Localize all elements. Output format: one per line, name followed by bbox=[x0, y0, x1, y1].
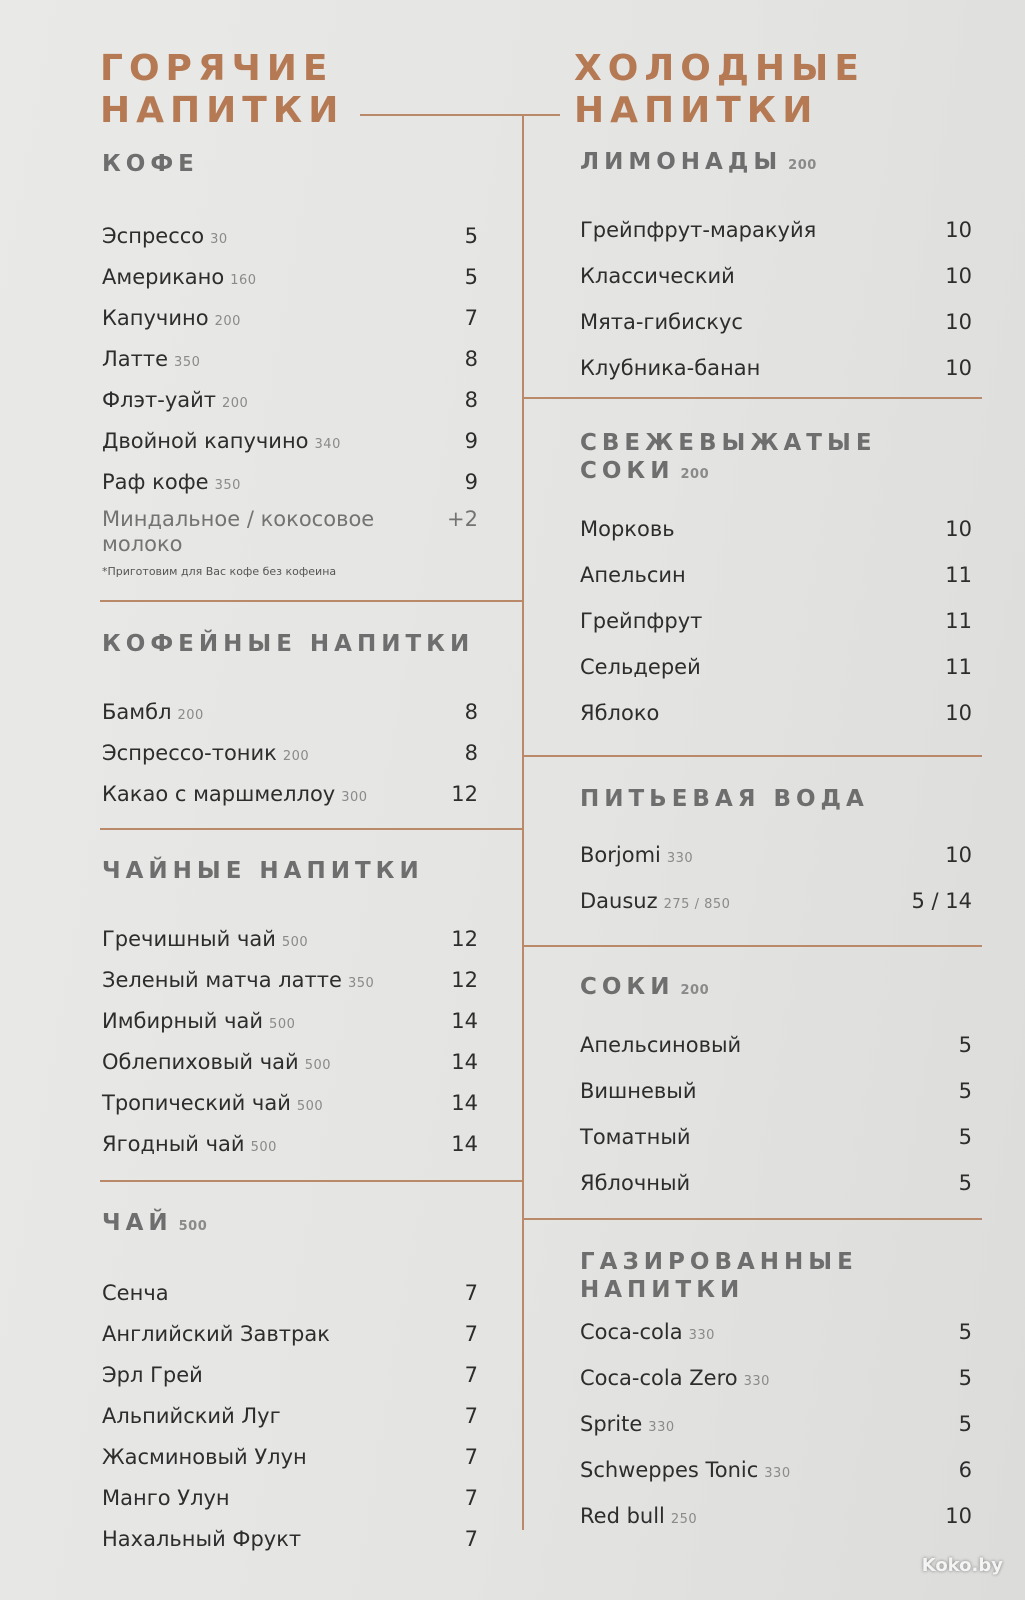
menu-item bbox=[580, 1022, 972, 1068]
item-price: 14 bbox=[451, 1009, 478, 1033]
item-name: Грейпфрут-маракуйя bbox=[580, 218, 817, 242]
item-price: 8 bbox=[464, 347, 478, 371]
item-volume: 160 bbox=[230, 273, 257, 288]
hot-title-line2: НАПИТКИ bbox=[100, 90, 345, 131]
section-title-tea-drinks: ЧАЙНЫЕ НАПИТКИ bbox=[102, 858, 424, 884]
item-name: Сенча bbox=[102, 1281, 169, 1305]
menu-item bbox=[580, 506, 972, 552]
item-volume: 330 bbox=[743, 1374, 770, 1389]
item-name: Двойной капучино bbox=[102, 429, 309, 453]
menu-item bbox=[580, 1493, 972, 1539]
divider-fresh bbox=[522, 755, 982, 757]
item-volume: 330 bbox=[764, 1466, 791, 1481]
item-name: Зеленый матча латте bbox=[102, 968, 342, 992]
menu-item bbox=[102, 1001, 478, 1042]
item-volume: 350 bbox=[347, 976, 375, 991]
divider-juices bbox=[522, 1218, 982, 1220]
item-price: 5 bbox=[958, 1366, 972, 1390]
section-fresh-juices bbox=[580, 429, 972, 736]
item-name: Sprite bbox=[580, 1412, 643, 1436]
section-title-juices-text: СОКИ bbox=[580, 974, 675, 1000]
section-lemonades bbox=[580, 148, 972, 391]
item-price: 8 bbox=[464, 388, 478, 412]
item-price: +2 bbox=[447, 507, 478, 531]
item-name: Coca-cola Zero bbox=[580, 1366, 738, 1390]
section-juices bbox=[580, 973, 972, 1206]
item-price: 10 bbox=[945, 310, 972, 334]
menu-item bbox=[102, 1396, 478, 1437]
item-volume: 340 bbox=[314, 437, 341, 452]
menu-item bbox=[102, 1042, 478, 1083]
item-name: Раф кофе bbox=[102, 470, 209, 494]
item-volume: 330 bbox=[648, 1420, 675, 1435]
item-volume: 250 bbox=[670, 1512, 698, 1527]
menu-item bbox=[102, 919, 478, 960]
item-volume: 500 bbox=[304, 1058, 332, 1073]
item-volume: 275 / 850 bbox=[663, 897, 731, 912]
item-name: Флэт-уайт bbox=[102, 388, 217, 412]
menu-item bbox=[102, 216, 478, 257]
cold-drinks-title bbox=[574, 48, 865, 132]
item-name: Ягодный чай bbox=[102, 1132, 245, 1156]
item-name: Морковь bbox=[580, 517, 675, 541]
item-name: Schweppes Tonic bbox=[580, 1458, 759, 1482]
section-title-tea-text: ЧАЙ bbox=[102, 1210, 173, 1236]
item-volume: 330 bbox=[688, 1328, 715, 1343]
item-price: 7 bbox=[464, 1322, 478, 1346]
section-water bbox=[580, 785, 972, 924]
item-price: 7 bbox=[464, 1404, 478, 1428]
item-price: 5 bbox=[958, 1171, 972, 1195]
item-name: Coca-cola bbox=[580, 1320, 683, 1344]
menu-item bbox=[580, 690, 972, 736]
section-volume: 200 bbox=[788, 158, 817, 173]
section-volume: 200 bbox=[680, 467, 710, 482]
item-price: 10 bbox=[945, 843, 972, 867]
menu-item bbox=[102, 692, 478, 733]
section-title-fresh-line2 bbox=[580, 457, 972, 489]
item-volume: 200 bbox=[282, 749, 310, 764]
hot-title-line1: ГОРЯЧИЕ bbox=[100, 48, 334, 89]
menu-item bbox=[102, 421, 478, 462]
item-volume: 330 bbox=[666, 851, 694, 866]
item-name: Гречишный чай bbox=[102, 927, 276, 951]
item-volume: 200 bbox=[222, 396, 249, 411]
menu-item bbox=[580, 1401, 972, 1447]
item-price: 7 bbox=[464, 1281, 478, 1305]
menu-item bbox=[580, 207, 972, 253]
item-price: 9 bbox=[464, 429, 478, 453]
item-name: Эспрессо-тоник bbox=[102, 741, 277, 765]
cold-title-line1: ХОЛОДНЫЕ bbox=[574, 48, 865, 89]
item-price: 14 bbox=[451, 1050, 478, 1074]
item-price: 7 bbox=[464, 1445, 478, 1469]
item-price: 5 bbox=[958, 1033, 972, 1057]
divider-water bbox=[522, 945, 982, 947]
menu-item bbox=[580, 253, 972, 299]
item-price: 7 bbox=[464, 1527, 478, 1551]
item-volume: 500 bbox=[281, 935, 309, 950]
section-tea bbox=[102, 1209, 478, 1560]
menu-item bbox=[580, 299, 972, 345]
section-title-juices bbox=[580, 973, 972, 1005]
menu-item bbox=[580, 1068, 972, 1114]
item-price: 10 bbox=[945, 517, 972, 541]
item-name: Американо bbox=[102, 265, 225, 289]
menu-item bbox=[102, 1519, 478, 1560]
menu-item bbox=[102, 257, 478, 298]
item-volume: 300 bbox=[341, 790, 368, 805]
section-volume: 200 bbox=[680, 983, 710, 998]
item-price: 9 bbox=[464, 470, 478, 494]
menu-item bbox=[580, 1447, 972, 1493]
item-price: 11 bbox=[945, 563, 972, 587]
item-price: 10 bbox=[945, 356, 972, 380]
item-price: 14 bbox=[451, 1132, 478, 1156]
divider-coffee-drinks bbox=[100, 828, 522, 830]
item-name: Borjomi bbox=[580, 843, 661, 867]
item-price: 8 bbox=[464, 700, 478, 724]
item-name: Тропический чай bbox=[102, 1091, 291, 1115]
item-name: Томатный bbox=[580, 1125, 691, 1149]
coffee-list bbox=[102, 216, 478, 578]
column-divider bbox=[522, 114, 524, 1530]
item-name: Жасминовый Улун bbox=[102, 1445, 307, 1469]
item-price: 5 / 14 bbox=[911, 889, 972, 913]
section-title-soda-line1: ГАЗИРОВАННЫЕ bbox=[580, 1249, 858, 1275]
item-name: Облепиховый чай bbox=[102, 1050, 299, 1074]
menu-item bbox=[580, 878, 972, 924]
item-volume: 500 bbox=[296, 1099, 324, 1114]
item-price: 12 bbox=[451, 927, 478, 951]
menu-item bbox=[102, 1124, 478, 1165]
item-name: Латте bbox=[102, 347, 169, 371]
item-price: 8 bbox=[464, 741, 478, 765]
item-price: 5 bbox=[958, 1125, 972, 1149]
item-name: Dausuz bbox=[580, 889, 658, 913]
section-title-fresh-line1: СВЕЖЕВЫЖАТЫЕ bbox=[580, 430, 877, 456]
item-price: 10 bbox=[945, 218, 972, 242]
menu-item bbox=[102, 298, 478, 339]
item-name: Яблоко bbox=[580, 701, 660, 725]
item-name: Вишневый bbox=[580, 1079, 697, 1103]
item-price: 12 bbox=[451, 968, 478, 992]
menu-item bbox=[102, 774, 478, 815]
item-price: 12 bbox=[451, 782, 478, 806]
menu-item bbox=[580, 552, 972, 598]
item-name: Классический bbox=[580, 264, 735, 288]
item-price: 5 bbox=[958, 1412, 972, 1436]
item-price: 5 bbox=[958, 1320, 972, 1344]
item-name: Апельсиновый bbox=[580, 1033, 742, 1057]
item-name: Грейпфрут bbox=[580, 609, 703, 633]
item-price: 10 bbox=[945, 701, 972, 725]
item-price: 6 bbox=[958, 1458, 972, 1482]
item-name: Альпийский Луг bbox=[102, 1404, 281, 1428]
item-name: Яблочный bbox=[580, 1171, 691, 1195]
menu-item bbox=[102, 1478, 478, 1519]
item-name: Мята-гибискус bbox=[580, 310, 743, 334]
divider-lemonades bbox=[522, 397, 982, 399]
item-name: Сельдерей bbox=[580, 655, 701, 679]
menu-item bbox=[580, 1309, 972, 1355]
menu-item-milk-addon bbox=[102, 503, 478, 557]
item-price: 7 bbox=[464, 1486, 478, 1510]
item-name: Эспрессо bbox=[102, 224, 205, 248]
item-name: Нахальный Фрукт bbox=[102, 1527, 302, 1551]
menu-item bbox=[580, 832, 972, 878]
item-volume: 200 bbox=[214, 314, 241, 329]
menu-item bbox=[102, 1314, 478, 1355]
item-name: Клубника-банан bbox=[580, 356, 761, 380]
item-price: 5 bbox=[464, 265, 478, 289]
section-title-fresh-line2-text: СОКИ bbox=[580, 458, 675, 484]
section-title-lemonades-text: ЛИМОНАДЫ bbox=[580, 149, 783, 175]
menu-item bbox=[102, 1437, 478, 1478]
item-volume: 500 bbox=[250, 1140, 277, 1155]
section-title-soda-line2: НАПИТКИ bbox=[580, 1277, 745, 1303]
item-volume: 500 bbox=[269, 1017, 296, 1032]
title-divider bbox=[360, 114, 560, 116]
menu-item bbox=[580, 1160, 972, 1206]
menu-item bbox=[580, 1355, 972, 1401]
section-soda bbox=[580, 1248, 972, 1539]
section-title-coffee-drinks: КОФЕЙНЫЕ НАПИТКИ bbox=[102, 631, 475, 657]
item-volume: 350 bbox=[214, 478, 241, 493]
divider-coffee bbox=[100, 600, 522, 602]
menu-item bbox=[102, 733, 478, 774]
section-title-lemonades bbox=[580, 148, 972, 180]
section-coffee-drinks bbox=[102, 630, 478, 815]
section-title-coffee: КОФЕ bbox=[102, 151, 199, 177]
item-price: 11 bbox=[945, 655, 972, 679]
menu-item bbox=[102, 1355, 478, 1396]
item-name: Апельсин bbox=[580, 563, 686, 587]
item-name: Red bull bbox=[580, 1504, 665, 1528]
menu-item bbox=[102, 1083, 478, 1124]
item-name: Манго Улун bbox=[102, 1486, 230, 1510]
item-price: 5 bbox=[958, 1079, 972, 1103]
hot-drinks-title bbox=[100, 48, 344, 132]
item-volume: 30 bbox=[210, 232, 228, 247]
item-volume: 200 bbox=[177, 708, 204, 723]
section-volume: 500 bbox=[178, 1219, 208, 1234]
section-title-tea bbox=[102, 1209, 478, 1241]
item-name: Эрл Грей bbox=[102, 1363, 203, 1387]
menu-item bbox=[580, 598, 972, 644]
watermark-logo: Koko.by bbox=[921, 1555, 1003, 1576]
divider-tea-drinks bbox=[100, 1180, 522, 1182]
section-coffee bbox=[102, 150, 478, 578]
item-price: 11 bbox=[945, 609, 972, 633]
menu-item bbox=[102, 960, 478, 1001]
menu-item bbox=[580, 1114, 972, 1160]
item-name: Миндальное / кокосовое молоко bbox=[102, 507, 375, 556]
item-price: 10 bbox=[945, 1504, 972, 1528]
item-name: Какао с маршмеллоу bbox=[102, 782, 336, 806]
menu-item bbox=[102, 380, 478, 421]
item-name: Английский Завтрак bbox=[102, 1322, 330, 1346]
section-tea-drinks bbox=[102, 857, 478, 1165]
menu-item bbox=[102, 1273, 478, 1314]
menu-item bbox=[102, 462, 478, 503]
decaf-note: *Приготовим для Вас кофе без кофеина bbox=[102, 565, 337, 578]
cold-title-line2: НАПИТКИ bbox=[574, 90, 819, 131]
item-price: 14 bbox=[451, 1091, 478, 1115]
menu-item bbox=[580, 345, 972, 391]
item-name: Капучино bbox=[102, 306, 209, 330]
item-price: 5 bbox=[464, 224, 478, 248]
item-name: Имбирный чай bbox=[102, 1009, 264, 1033]
menu-item bbox=[102, 339, 478, 380]
menu-item bbox=[580, 644, 972, 690]
section-title-water: ПИТЬЕВАЯ ВОДА bbox=[580, 786, 869, 812]
item-name: Бамбл bbox=[102, 700, 172, 724]
item-price: 7 bbox=[464, 1363, 478, 1387]
item-volume: 350 bbox=[174, 355, 201, 370]
item-price: 7 bbox=[464, 306, 478, 330]
item-price: 10 bbox=[945, 264, 972, 288]
